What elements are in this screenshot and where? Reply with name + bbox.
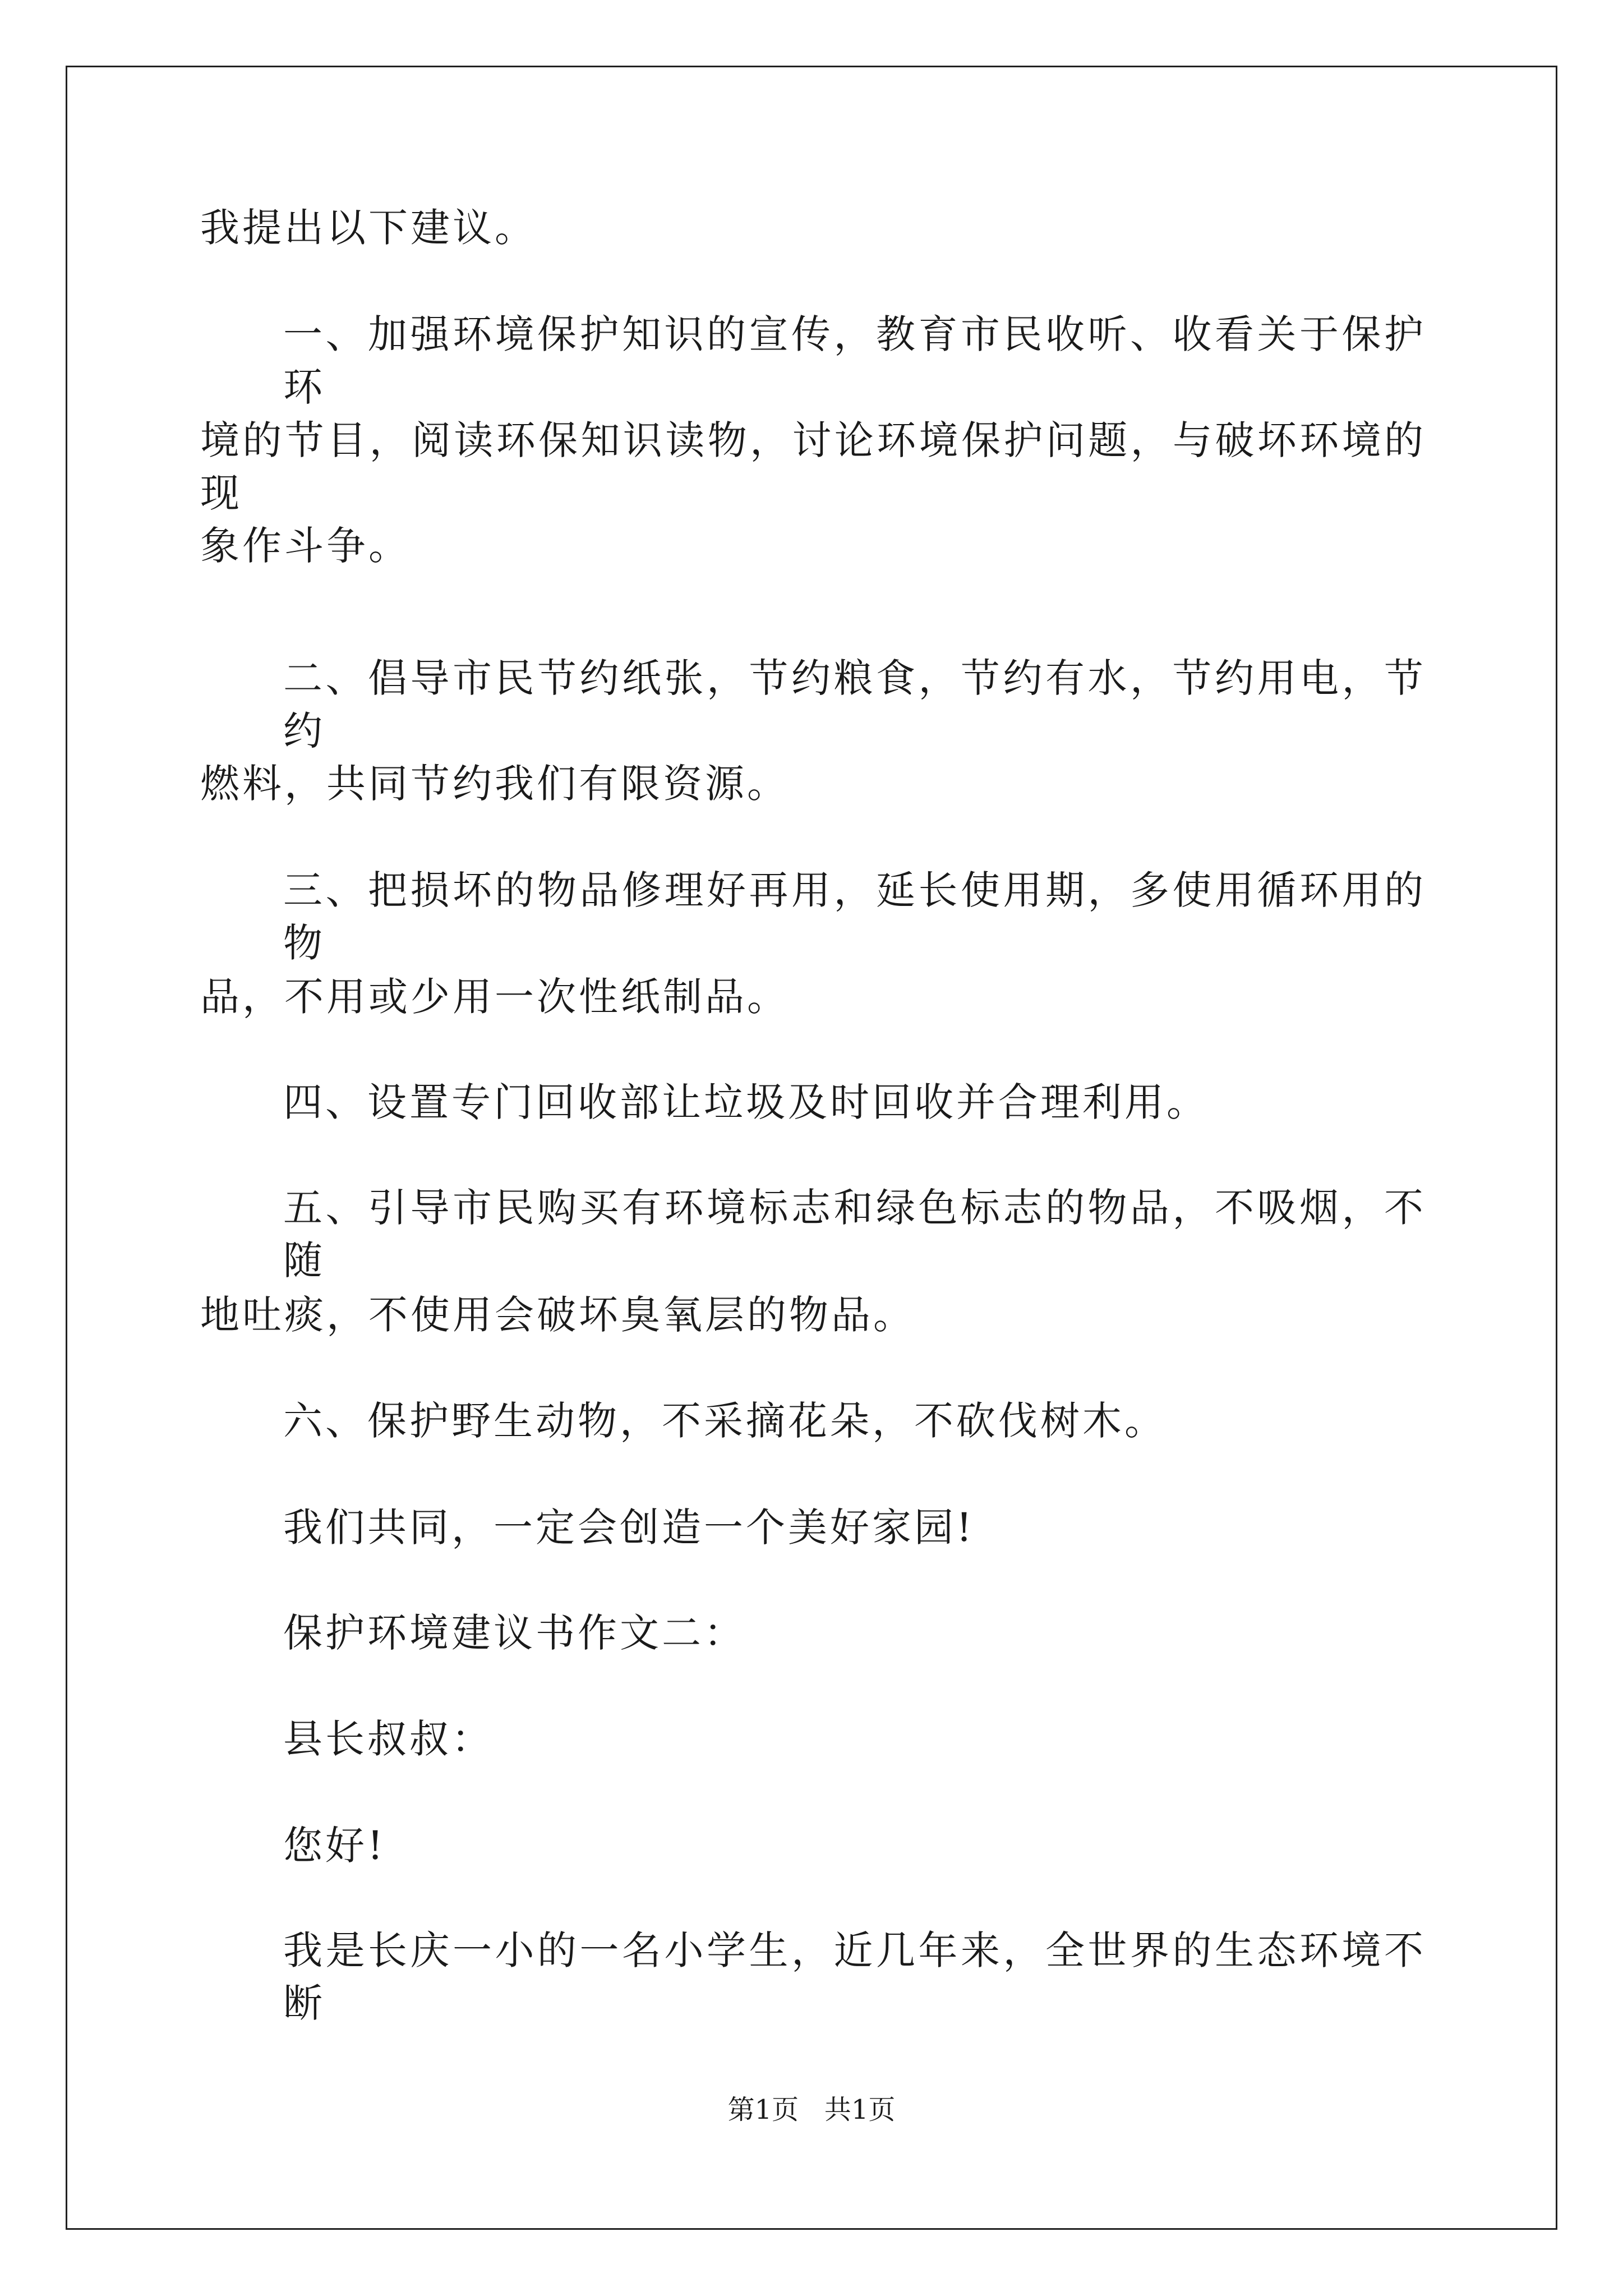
text-line: 一、加强环境保护知识的宣传，教育市民收听、收看关于保护环 (283, 311, 1426, 410)
text-line: 五、引导市民购买有环境标志和绿色标志的物品，不吸烟，不随 (283, 1185, 1426, 1283)
text-line: 我是长庆一小的一名小学生，近几年来，全世界的生态环境不断 (283, 1927, 1426, 2026)
text-line: 境的节目，阅读环保知识读物，讨论环境保护问题，与破坏环境的现 (200, 417, 1426, 516)
page-number: 第1页 共1页 (727, 2094, 896, 2125)
text-line: 地吐痰，不使用会破坏臭氧层的物品。 (200, 1292, 915, 1338)
text-line: 四、设置专门回收部让垃圾及时回收并合理利用。 (283, 1079, 1209, 1125)
text-line: 我们共同，一定会创造一个美好家园! (283, 1504, 975, 1550)
text-line: 燃料，共同节约我们有限资源。 (200, 761, 789, 807)
text-line: 品，不用或少用一次性纸制品。 (200, 974, 789, 1020)
text-line: 县长叔叔： (283, 1716, 494, 1762)
text-line: 我提出以下建议。 (200, 205, 537, 251)
text-line: 六、保护野生动物，不采摘花朵，不砍伐树木。 (283, 1398, 1166, 1444)
text-line: 象作斗争。 (200, 523, 411, 569)
text-line: 三、把损坏的物品修理好再用，延长使用期，多使用循环用的物 (283, 867, 1426, 966)
text-line: 保护环境建议书作文二： (283, 1610, 746, 1656)
text-line: 二、倡导市民节约纸张，节约粮食，节约有水，节约用电，节约 (283, 655, 1426, 754)
text-line: 您好! (283, 1823, 386, 1869)
